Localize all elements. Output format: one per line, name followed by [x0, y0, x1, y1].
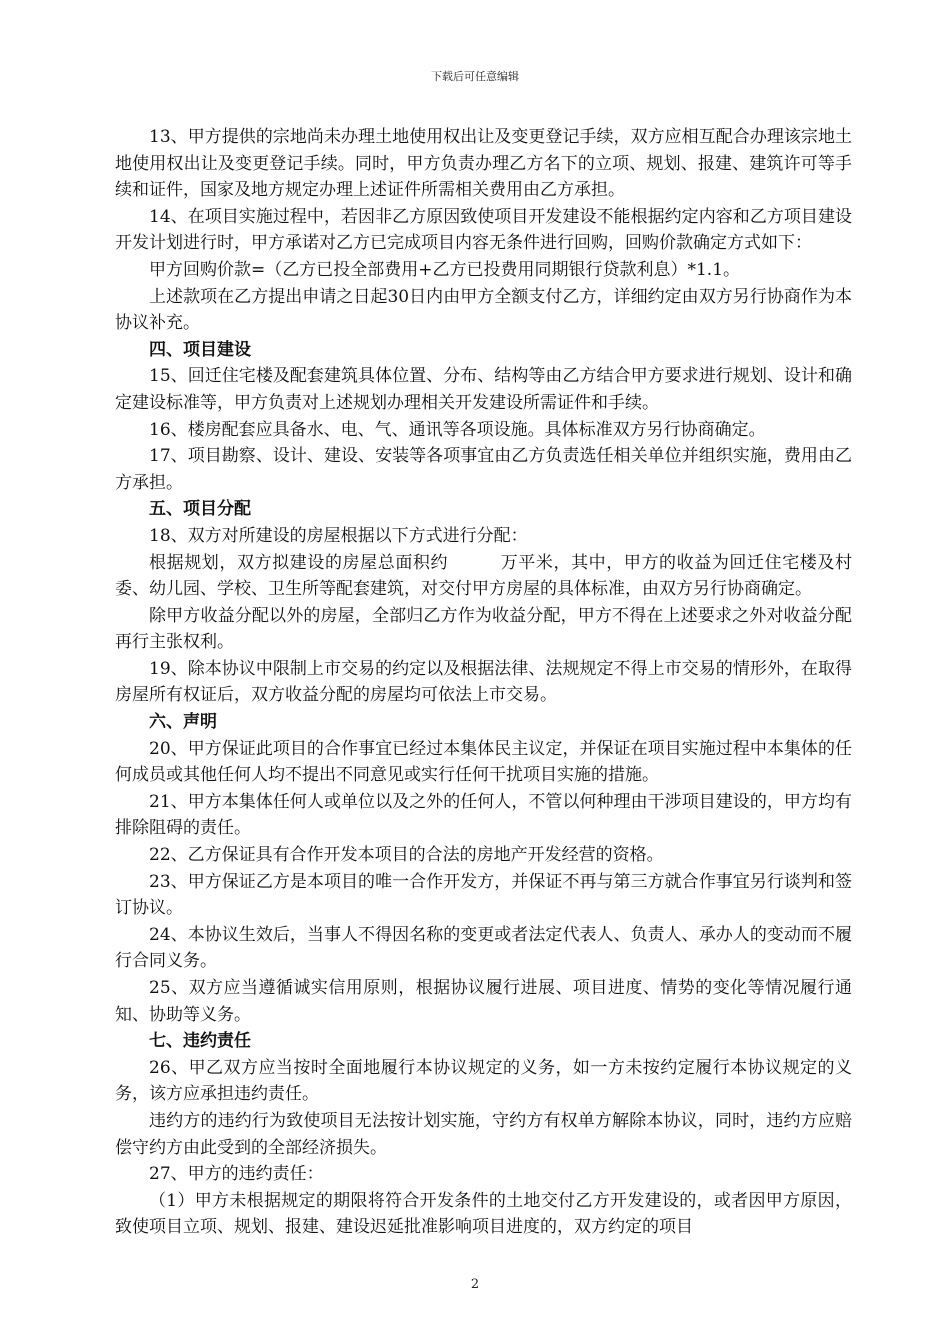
- paragraph: （1）甲方未根据规定的期限将符合开发条件的土地交付乙方开发建设的，或者因甲方原因，致使项目立项、规划、报建、建设迟延批准影响项目进度的，双方约定的项目: [115, 1190, 852, 1238]
- paragraph: 16、楼房配套应具备水、电、气、通讯等各项设施。具体标准双方另行协商确定。: [149, 419, 766, 440]
- paragraph: 13、甲方提供的宗地尚未办理土地使用权出让及变更登记手续，双方应相互配合办理该宗地土地使用权出让及变更登记手续。同时，甲方负责办理乙方名下的立项、规划、报建、建筑许可等手续和证件，国家及地方规定办理上述证件所需相关费用由乙方承担。: [115, 127, 852, 201]
- paragraph: 甲方回购价款=（乙方已投全部费用+乙方已投费用同期银行贷款利息）*1.1。: [149, 259, 741, 280]
- paragraph: 27、甲方的违约责任：: [149, 1164, 324, 1185]
- paragraph: 17、项目勘察、设计、建设、安装等各项事宜由乙方负责选任相关单位并组织实施，费用由乙方承担。: [115, 446, 852, 493]
- paragraph: 违约方的违约行为致使项目无法按计划实施，守约方有权单方解除本协议，同时，违约方应赔偿守约方由此受到的全部经济损失。: [115, 1110, 852, 1158]
- paragraph: 19、除本协议中限制上市交易的约定以及根据法律、法规规定不得上市交易的情形外，在取得房屋所有权证后，双方收益分配的房屋均可依法上市交易。: [115, 658, 852, 706]
- paragraph: 15、回迁住宅楼及配套建筑具体位置、分布、结构等由乙方结合甲方要求进行规划、设计和确定建设标准等，甲方负责对上述规划办理相关开发建设所需证件和手续。: [115, 366, 852, 413]
- section-heading: 七、违约责任: [149, 1031, 251, 1052]
- page-number: 2: [470, 1277, 480, 1292]
- paragraph: 26、甲乙双方应当按时全面地履行本协议规定的义务，如一方未按约定履行本协议规定的义务，该方应承担违约责任。: [115, 1057, 852, 1105]
- paragraph: 23、甲方保证乙方是本项目的唯一合作开发方，并保证不再与第三方就合作事宜另行谈判和签订协议。: [115, 871, 852, 919]
- paragraph-part: 根据规划，双方拟建设的房屋总面积约: [149, 552, 449, 573]
- paragraph-part: 万平米，其中，甲方的收益为回迁住宅楼及村委、幼儿园、学校、卫生所等配套建筑，对交付甲方房屋的具体标准，由双方另行协商确定。: [115, 552, 853, 600]
- paragraph: 18、双方对所建设的房屋根据以下方式进行分配：: [149, 525, 528, 546]
- paragraph: 14、在项目实施过程中，若因非乙方原因致使项目开发建设不能根据约定内容和乙方项目建设开发计划进行时，甲方承诺对乙方已完成项目内容无条件进行回购，回购价款确定方式如下：: [115, 206, 852, 254]
- paragraph: 25、双方应当遵循诚实信用原则，根据协议履行进展、项目进度、情势的变化等情况履行通知、协助等义务。: [115, 978, 852, 1025]
- section-heading: 五、项目分配: [149, 499, 251, 520]
- section-heading: 四、项目建设: [149, 339, 251, 360]
- document-body: [115, 124, 852, 1241]
- paragraph: 21、甲方本集体任何人或单位以及之外的任何人，不管以何种理由干涉项目建设的，甲方均有排除阻碍的责任。: [115, 791, 852, 839]
- paragraph: 上述款项在乙方提出申请之日起30日内由甲方全额支付乙方，详细约定由双方另行协商作为本协议补充。: [115, 286, 852, 334]
- paragraph-with-blank: [115, 550, 852, 603]
- section-heading: 六、声明: [149, 712, 217, 733]
- paragraph: 20、甲方保证此项目的合作事宜已经过本集体民主议定，并保证在项目实施过程中本集体的任何成员或其他任何人均不提出不同意见或实行任何干扰项目实施的措施。: [115, 738, 852, 786]
- paragraph: 除甲方收益分配以外的房屋，全部归乙方作为收益分配，甲方不得在上述要求之外对收益分配再行主张权利。: [115, 605, 852, 653]
- page-header: 下载后可任意编辑: [431, 70, 519, 83]
- paragraph: 24、本协议生效后，当事人不得因名称的变更或者法定代表人、负责人、承办人的变动而不履行合同义务。: [115, 924, 852, 972]
- paragraph: 22、乙方保证具有合作开发本项目的合法的房地产开发经营的资格。: [149, 845, 664, 866]
